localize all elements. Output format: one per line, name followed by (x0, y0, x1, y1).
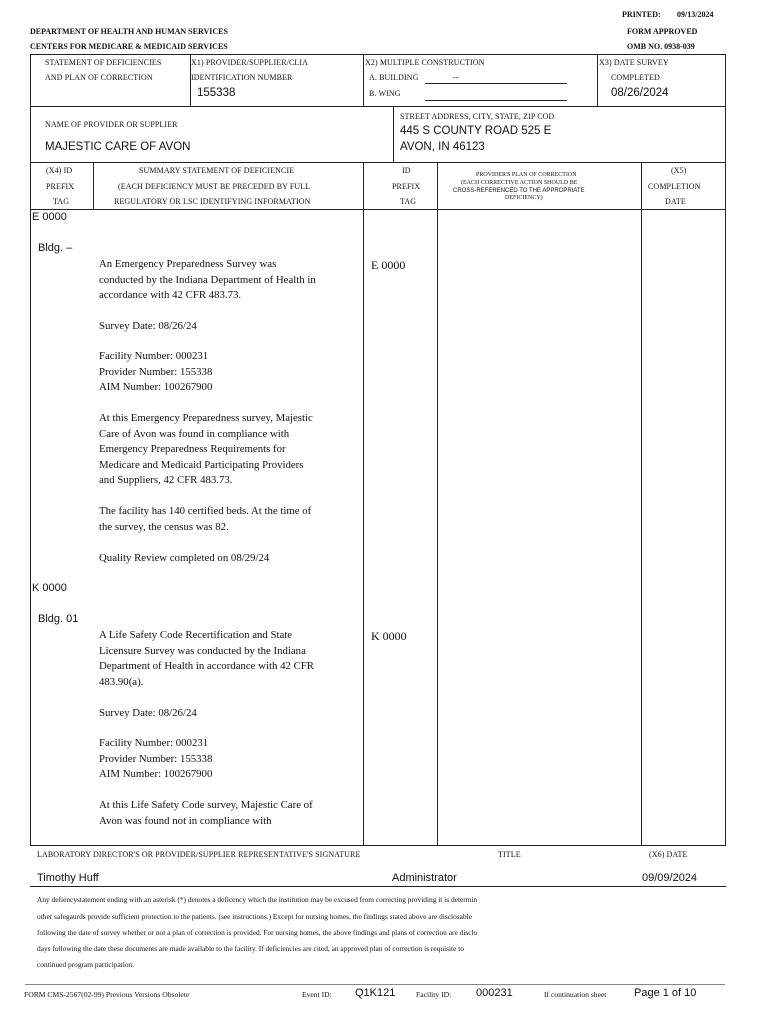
address-label: STREET ADDRESS, CITY, STATE, ZIP COD (400, 112, 555, 121)
e-intro-paragraph: An Emergency Preparedness Survey was conducted by the Indiana Department of Health in accordance with 42 CFR 483.73. (99, 258, 316, 302)
x4-tag: TAG (53, 197, 70, 206)
e-compliance-paragraph: At this Emergency Preparedness survey, Majestic Care of Avon was found in compliance with Emergency Preparedness Requirements for Medicare and Medicaid Participating Providers and Suppliers, 42 CFR 483.73. (99, 412, 313, 487)
printed-date: 09/13/2024 (677, 10, 714, 19)
provider-name-label: NAME OF PROVIDER OR SUPPLIER (45, 120, 178, 129)
x4-prefix: PREFIX (46, 182, 75, 191)
provider-id-label-2: IDENTIFICATION NUMBER (191, 73, 293, 82)
provider-id-value: 155338 (197, 87, 236, 99)
col-divider (93, 162, 94, 210)
k-facility-info: Facility Number: 000231 Provider Number: 155338 AIM Number: 100267900 (99, 737, 213, 781)
wing-underline (425, 100, 567, 101)
top-box-border (30, 54, 31, 107)
plan-label-3: CROSS-REFERENCED TO THE APPROPRIATE (453, 188, 585, 194)
id-tag: TAG (400, 197, 417, 206)
k-survey-date: Survey Date: 08/26/24 (99, 707, 197, 719)
facility-id-label: Facility ID: (416, 990, 452, 999)
k-intro-paragraph: A Life Safety Code Recertification and State Licensure Survey was conducted by the Indiana Department of Health in accordance with 42 CFR 483.90(a). (99, 629, 314, 688)
provider-name: MAJESTIC CARE OF AVON (45, 141, 191, 153)
disclaimer-line-5: continued program participation. (37, 960, 135, 969)
summary-label-2: (EACH DEFICIENCY MUST BE PRECEDED BY FULL (118, 182, 311, 191)
col-divider (641, 162, 642, 846)
disclaimer-line-3: following the date of survey whether or not a plan of correction is provided. For nursing homes, the above findings and plans of correction are disclo (37, 928, 478, 937)
printed-label: PRINTED: (622, 10, 661, 19)
form-number: FORM CMS-2567(02-99) Previous Versions Obsolete (24, 990, 190, 999)
x5-label: (X5) (671, 166, 687, 175)
x4-label: (X4) ID (46, 166, 73, 175)
table-border-left (30, 162, 31, 846)
disclaimer-line-1: Any defiencystatement ending with an asterisk (*) denotes a deficency which the institution may be excused from correcting providing it is determin (37, 895, 478, 904)
omb-number: OMB NO. 0938-039 (627, 42, 695, 51)
statement-label: STATEMENT OF DEFICIENCIES (45, 58, 162, 67)
address-line-2: AVON, IN 46123 (400, 141, 485, 153)
disclaimer-line-2: other safegaurds provide sufficient protection to the patients. (see instructions.) Except for nursing homes, the findings stated above are disclosable (37, 912, 472, 921)
table-bottom (30, 845, 726, 846)
facility-id: 000231 (476, 987, 513, 999)
department-title: DEPARTMENT OF HEALTH AND HUMAN SERVICES (30, 27, 228, 36)
provider-box-border (30, 162, 726, 163)
e-building: Bldg. – (38, 242, 73, 254)
id-prefix: PREFIX (392, 182, 421, 191)
x5-date: DATE (665, 197, 686, 206)
e-survey-date: Survey Date: 08/26/24 (99, 320, 197, 332)
date-survey-label-2: COMPLETED (611, 73, 660, 82)
building-underline (425, 83, 567, 84)
date-survey-label: X3) DATE SURVEY (599, 58, 669, 67)
e-quality-review: Quality Review completed on 08/29/24 (99, 552, 270, 564)
building-label: A. BUILDING (369, 73, 419, 82)
address-line-1: 445 S COUNTY ROAD 525 E (400, 125, 552, 137)
centers-title: CENTERS FOR MEDICARE & MEDICAID SERVICES (30, 42, 228, 51)
plan-label: PROVIDER'S PLAN OF CORRECTION (476, 172, 577, 178)
k-compliance-paragraph: At this Life Safety Code survey, Majestic Care of Avon was found not in compliance with (99, 799, 313, 827)
page-number: Page 1 of 10 (634, 987, 697, 999)
k-id-tag: K 0000 (371, 629, 407, 643)
k-building: Bldg. 01 (38, 613, 79, 625)
top-box-divider (597, 54, 598, 107)
table-border-right (725, 162, 726, 846)
col-divider (437, 162, 438, 846)
e-id-tag: E 0000 (371, 258, 406, 272)
k-prefix-tag: K 0000 (32, 582, 67, 594)
event-id-label: Event ID: (302, 990, 332, 999)
e-beds-paragraph: The facility has 140 certified beds. At the time of the survey, the census was 82. (99, 505, 312, 533)
x5-completion: COMPLETION (648, 182, 701, 191)
summary-label: SUMMARY STATEMENT OF DEFICIENCIE (139, 166, 295, 175)
signature-date: 09/09/2024 (642, 872, 698, 884)
provider-box-border (30, 106, 31, 163)
summary-label-3: REGULATORY OR LSC IDENTIFYING INFORMATION (114, 197, 311, 206)
col-divider (363, 162, 364, 846)
top-box-border (30, 106, 726, 107)
building-value: -- (453, 73, 459, 82)
multiple-construction-label: X2) MULTIPLE CONSTRUCTION (365, 58, 485, 67)
signature-label: LABORATORY DIRECTOR'S OR PROVIDER/SUPPLIER REPRESENTATIVE'S SIGNATURE (37, 850, 361, 859)
signer-name: Timothy Huff (37, 872, 99, 884)
e-facility-info: Facility Number: 000231 Provider Number: 155338 AIM Number: 100267900 (99, 350, 213, 394)
form-approved: FORM APPROVED (627, 27, 698, 36)
signature-line (30, 886, 726, 887)
plan-label-2: (EACH CORRECTIVE ACTION SHOULD BE (461, 180, 578, 186)
date-label: (X6) DATE (649, 850, 688, 859)
plan-label-4: DEFICIENCY) (505, 195, 543, 201)
continuation-label: If continuation sheet (544, 990, 607, 999)
provider-box-divider (393, 106, 394, 163)
signer-title: Administrator (392, 872, 457, 884)
event-id: Q1K121 (355, 987, 396, 999)
disclaimer-line-4: days following the date these documents are made available to the facility. If deficiencies are cited, an approved plan of correction is requisite to (37, 944, 464, 953)
provider-id-label: X1) PROVIDER/SUPPLIER/CLIA (191, 58, 309, 67)
date-survey-value: 08/26/2024 (611, 87, 669, 99)
wing-label: B. WING (369, 89, 401, 98)
footer-rule (25, 984, 725, 985)
header-row-bottom (30, 209, 726, 210)
statement-label-2: AND PLAN OF CORRECTION (45, 73, 153, 82)
e-prefix-tag: E 0000 (32, 211, 67, 223)
top-box-divider (363, 54, 364, 107)
top-box-border (30, 54, 726, 55)
id-label: ID (402, 166, 411, 175)
title-label: TITLE (498, 850, 521, 859)
top-box-border (725, 54, 726, 107)
provider-box-border (725, 106, 726, 163)
